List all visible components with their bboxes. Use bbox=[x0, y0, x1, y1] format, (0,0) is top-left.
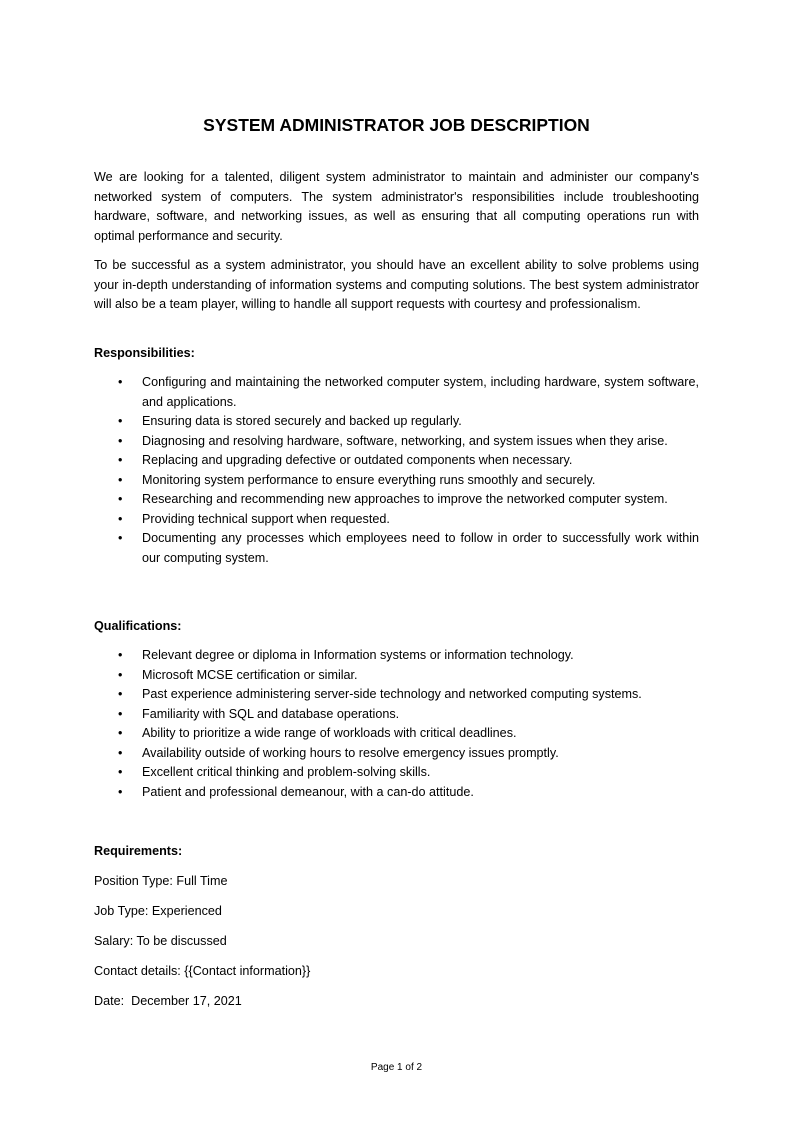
list-item-text: Ensuring data is stored securely and backed up regularly. bbox=[142, 414, 462, 428]
document-title: SYSTEM ADMINISTRATOR JOB DESCRIPTION bbox=[203, 115, 590, 135]
requirements-heading: Requirements: bbox=[94, 844, 183, 858]
list-item bbox=[94, 724, 699, 744]
bullet-icon: • bbox=[118, 765, 123, 779]
list-item-text: Monitoring system performance to ensure everything runs smoothly and securely. bbox=[142, 472, 596, 487]
list-item-text: Past experience administering server-side technology and networked computing systems. bbox=[142, 687, 642, 701]
bullet-icon: • bbox=[118, 375, 123, 389]
list-item bbox=[94, 529, 699, 568]
bullet-icon: • bbox=[118, 667, 123, 682]
qualifications-list bbox=[94, 646, 699, 802]
list-item-text: Configuring and maintaining the networked computer system, including hardware, system software, and applications. bbox=[142, 375, 699, 409]
list-item-text: Excellent critical thinking and problem-solving skills. bbox=[142, 765, 431, 779]
list-item-text: Documenting any processes which employees need to follow in order to successfully work within our computing system. bbox=[142, 531, 699, 565]
bullet-icon: • bbox=[118, 433, 123, 448]
bullet-icon: • bbox=[118, 492, 123, 506]
list-item bbox=[94, 412, 699, 432]
bullet-icon: • bbox=[118, 472, 123, 487]
list-item-text: Relevant degree or diploma in Information systems or information technology. bbox=[142, 648, 574, 662]
bullet-icon: • bbox=[118, 531, 123, 545]
bullet-icon: • bbox=[118, 745, 123, 760]
list-item-text: Familiarity with SQL and database operations. bbox=[142, 706, 400, 721]
list-item-text: Researching and recommending new approaches to improve the networked computer system. bbox=[142, 492, 668, 506]
list-item-text: Diagnosing and resolving hardware, software, networking, and system issues when they arise. bbox=[142, 433, 668, 448]
list-item bbox=[94, 490, 699, 510]
bullet-icon: • bbox=[118, 648, 123, 662]
responsibilities-heading: Responsibilities: bbox=[94, 346, 195, 360]
list-item bbox=[94, 705, 699, 725]
contact-details: Contact details: {{Contact information}} bbox=[94, 964, 311, 978]
bullet-icon: • bbox=[118, 511, 123, 526]
list-item-text: Replacing and upgrading defective or outdated components when necessary. bbox=[142, 453, 573, 467]
bullet-icon: • bbox=[118, 726, 123, 740]
position-type: Position Type: Full Time bbox=[94, 874, 228, 888]
list-item bbox=[94, 666, 699, 686]
list-item-text: Providing technical support when requested. bbox=[142, 511, 390, 526]
list-item-text: Ability to prioritize a wide range of workloads with critical deadlines. bbox=[142, 726, 517, 740]
list-item-text: Patient and professional demeanour, with a can-do attitude. bbox=[142, 784, 474, 799]
list-item bbox=[94, 744, 699, 764]
list-item-text: Availability outside of working hours to resolve emergency issues promptly. bbox=[142, 745, 559, 760]
page-number-footer: Page 1 of 2 bbox=[370, 1062, 423, 1073]
list-item bbox=[94, 763, 699, 783]
responsibilities-list bbox=[94, 373, 699, 568]
qualifications-heading: Qualifications: bbox=[94, 619, 182, 633]
bullet-icon: • bbox=[118, 453, 123, 467]
list-item bbox=[94, 783, 699, 803]
bullet-icon: • bbox=[118, 706, 123, 721]
list-item bbox=[94, 432, 699, 452]
date: Date: December 17, 2021 bbox=[94, 994, 242, 1008]
list-item bbox=[94, 451, 699, 471]
bullet-icon: • bbox=[118, 414, 123, 428]
salary: Salary: To be discussed bbox=[94, 934, 227, 948]
list-item-text: Microsoft MCSE certification or similar. bbox=[142, 667, 358, 682]
job-type: Job Type: Experienced bbox=[94, 904, 222, 918]
intro-paragraph-2: To be successful as a system administrator, you should have an excellent ability to solve problems using your in-depth understanding of information systems and computing solutions. The best system administrator will also be a team player, willing to handle all support requests with courtesy and professionalism. bbox=[94, 258, 699, 311]
list-item bbox=[94, 685, 699, 705]
bullet-icon: • bbox=[118, 784, 123, 799]
bullet-icon: • bbox=[118, 687, 123, 701]
list-item bbox=[94, 646, 699, 666]
list-item bbox=[94, 471, 699, 491]
list-item bbox=[94, 373, 699, 412]
list-item bbox=[94, 510, 699, 530]
intro-paragraph-1: We are looking for a talented, diligent system administrator to maintain and administer our company's networked system of computers. The system administrator's responsibilities include troubleshooting hardware, software, and networking issues, as well as ensuring that all computing operations run with optimal performance and security. bbox=[94, 170, 699, 243]
